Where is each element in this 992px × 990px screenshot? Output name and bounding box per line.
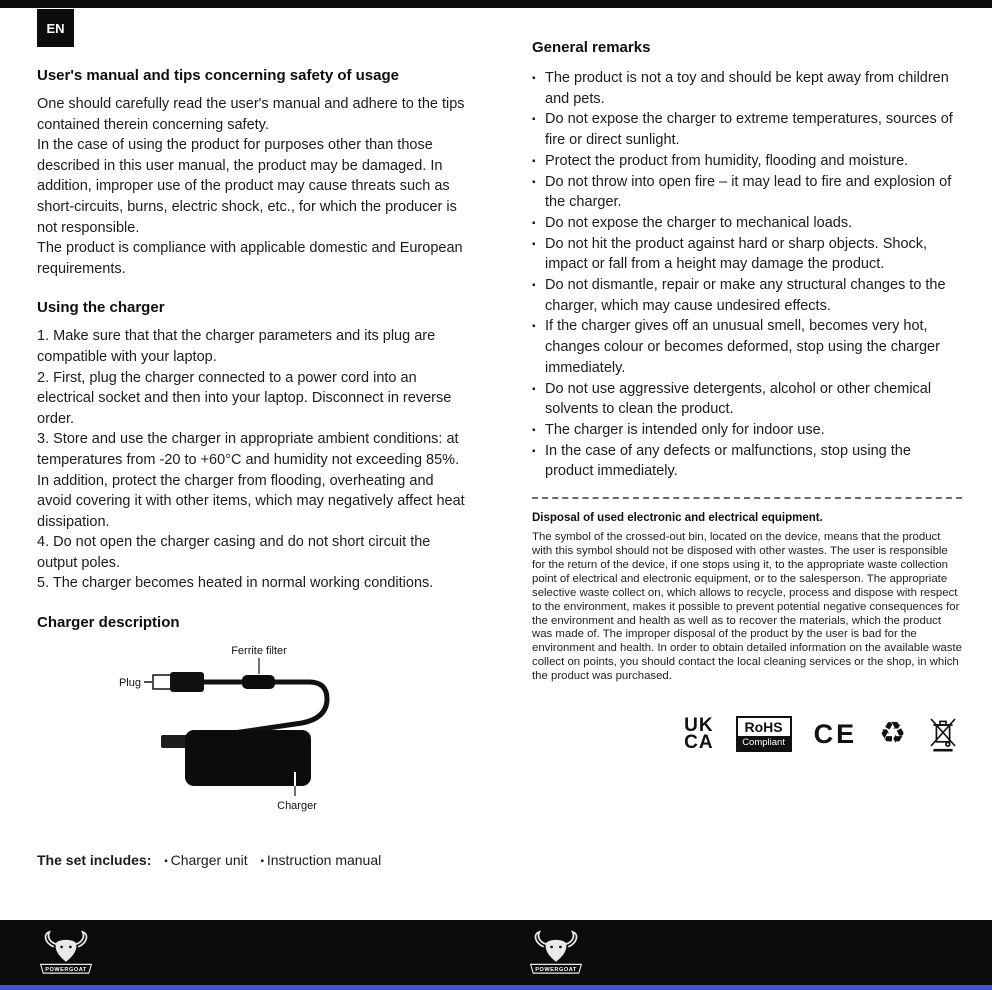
remark-item: ▪ Do not throw into open fire – it may lead to fire and explosion of the charger. (532, 172, 962, 213)
charger-diagram-svg (37, 641, 470, 819)
goat-head (56, 940, 77, 962)
remark-item: ▪ Do not dismantle, repair or make any structural changes to the charger, which may cause undesired effects. (532, 275, 962, 316)
certification-row (532, 716, 962, 752)
using-charger-list (37, 326, 470, 594)
goat-horn-left (535, 932, 546, 947)
remark-item: ▪ Protect the product from humidity, flooding and moisture. (532, 151, 962, 172)
ferrite-bead (242, 675, 275, 689)
label-plug: Plug (118, 677, 141, 690)
disposal-title: Disposal of used electronic and electrical equipment. (532, 512, 823, 525)
safety-paragraph: The product is compliance with applicable domestic and European requirements. (37, 240, 463, 277)
left-column (37, 8, 470, 868)
goat-horn-right (76, 932, 87, 947)
disposal-body: The symbol of the crossed-out bin, located on the device, means that the product with this symbol should not be disposed with other wastes. The user is responsible for the return of the device, if one stops using it, to the appropriate waste collection point of electrical and electronic equipment, or to the salesperson. The appropriate selective waste collect on, which allows to recycle, process and dispose with respect to the environment, makes it possible to prevent potential negative consequences for the environment and health as well as to recover the materials, which the product was made of. The improper disposal of the product by the user is bad for the environment and health. In order to obtain detailed information on the available waste collect on points, you should contact the local cleaning services or the shop, in which the product was purchased. (532, 531, 962, 683)
set-includes-item: ▪ Instruction manual (261, 852, 382, 868)
list-item: 5. The charger becomes heated in normal working conditions. (37, 575, 434, 592)
label-charger: Charger (277, 800, 317, 813)
ukca-line1: UK (684, 715, 714, 737)
right-column (532, 8, 962, 868)
rohs-title: RoHS (744, 719, 783, 736)
dashed-divider (532, 497, 962, 499)
remark-item: ▪ Do not use aggressive detergents, alcohol or other chemical solvents to clean the product. (532, 379, 962, 420)
general-remarks-list (532, 68, 962, 482)
section-title-using-charger: Using the charger (37, 299, 165, 317)
content-columns (37, 8, 962, 868)
goat-eye (60, 946, 63, 949)
powergoat-logo (528, 926, 584, 980)
remark-item: ▪ If the charger gives off an unusual smell, becomes very hot, changes colour or becomes deformed, stop using the charger immediately. (532, 316, 962, 378)
rohs-mark (736, 716, 792, 752)
set-includes-line (37, 852, 470, 868)
set-includes-label: The set includes: (37, 852, 152, 869)
remark-item: ▪ Do not expose the charger to extreme temperatures, sources of fire or direct sunlight. (532, 109, 962, 150)
charger-diagram (37, 641, 470, 824)
ukca-line2: CA (684, 732, 714, 754)
section-title-general-remarks: General remarks (532, 39, 651, 56)
section-title-charger-description: Charger description (37, 614, 180, 632)
safety-paragraph: In the case of using the product for purposes other than those described in this user manual, the product may be damaged. In addition, improper use of the product may cause threats such as short-circuits, burns, electric shock, etc., for which the producer is not responsible. (37, 137, 457, 236)
dc-connector (161, 735, 188, 748)
ukca-mark (684, 715, 714, 754)
plug-tip (153, 675, 171, 689)
goat-eye (550, 946, 553, 949)
remark-item: ▪ The charger is intended only for indoor use. (532, 420, 962, 441)
brand-name: POWERGOAT (45, 966, 87, 973)
language-badge: EN (37, 9, 74, 47)
ce-mark: CE (813, 718, 858, 749)
bottom-blue-line (0, 985, 992, 990)
charger-brick (185, 730, 311, 786)
footer-bar (0, 920, 992, 990)
goat-eye (69, 946, 72, 949)
list-item: 1. Make sure that that the charger parameters and its plug are compatible with your laptop. (37, 328, 436, 365)
list-item: 3. Store and use the charger in appropriate ambient conditions: at temperatures from -20 to +60°C and humidity not exceeding 85%. In addition, protect the charger from flooding, overheating and avoid covering it with other items, which may negatively affect heat dissipation. (37, 431, 465, 530)
label-ferrite-filter: Ferrite filter (231, 645, 287, 658)
remark-item: ▪ Do not expose the charger to mechanical loads. (532, 213, 962, 234)
set-includes-item: ▪ Charger unit (164, 852, 247, 868)
remark-item: ▪ Do not hit the product against hard or sharp objects. Shock, impact or fall from a height may damage the product. (532, 234, 962, 275)
brand-name: POWERGOAT (535, 966, 577, 973)
powergoat-logo (38, 926, 94, 980)
plug-connector (170, 672, 204, 692)
remark-item: ▪ The product is not a toy and should be kept away from children and pets. (532, 68, 962, 109)
recycle-icon: ♻ (879, 717, 906, 751)
remark-item: ▪ In the case of any defects or malfunctions, stop using the product immediately. (532, 441, 962, 482)
section-title-usage-safety: User's manual and tips concerning safety of usage (37, 67, 399, 84)
goat-horn-right (566, 932, 577, 947)
list-item: 4. Do not open the charger casing and do not short circuit the output poles. (37, 534, 431, 571)
goat-horn-left (45, 932, 56, 947)
goat-head (546, 940, 567, 962)
top-edge-bar (0, 0, 992, 8)
list-item: 2. First, plug the charger connected to a power cord into an electrical socket and then into your laptop. Disconnect in reverse order. (37, 369, 452, 427)
safety-paragraph: One should carefully read the user's manual and adhere to the tips contained therein concerning safety. (37, 96, 465, 133)
goat-eye (559, 946, 562, 949)
weee-crossed-bin-icon (928, 716, 958, 752)
rohs-compliant-label: Compliant (738, 736, 790, 750)
